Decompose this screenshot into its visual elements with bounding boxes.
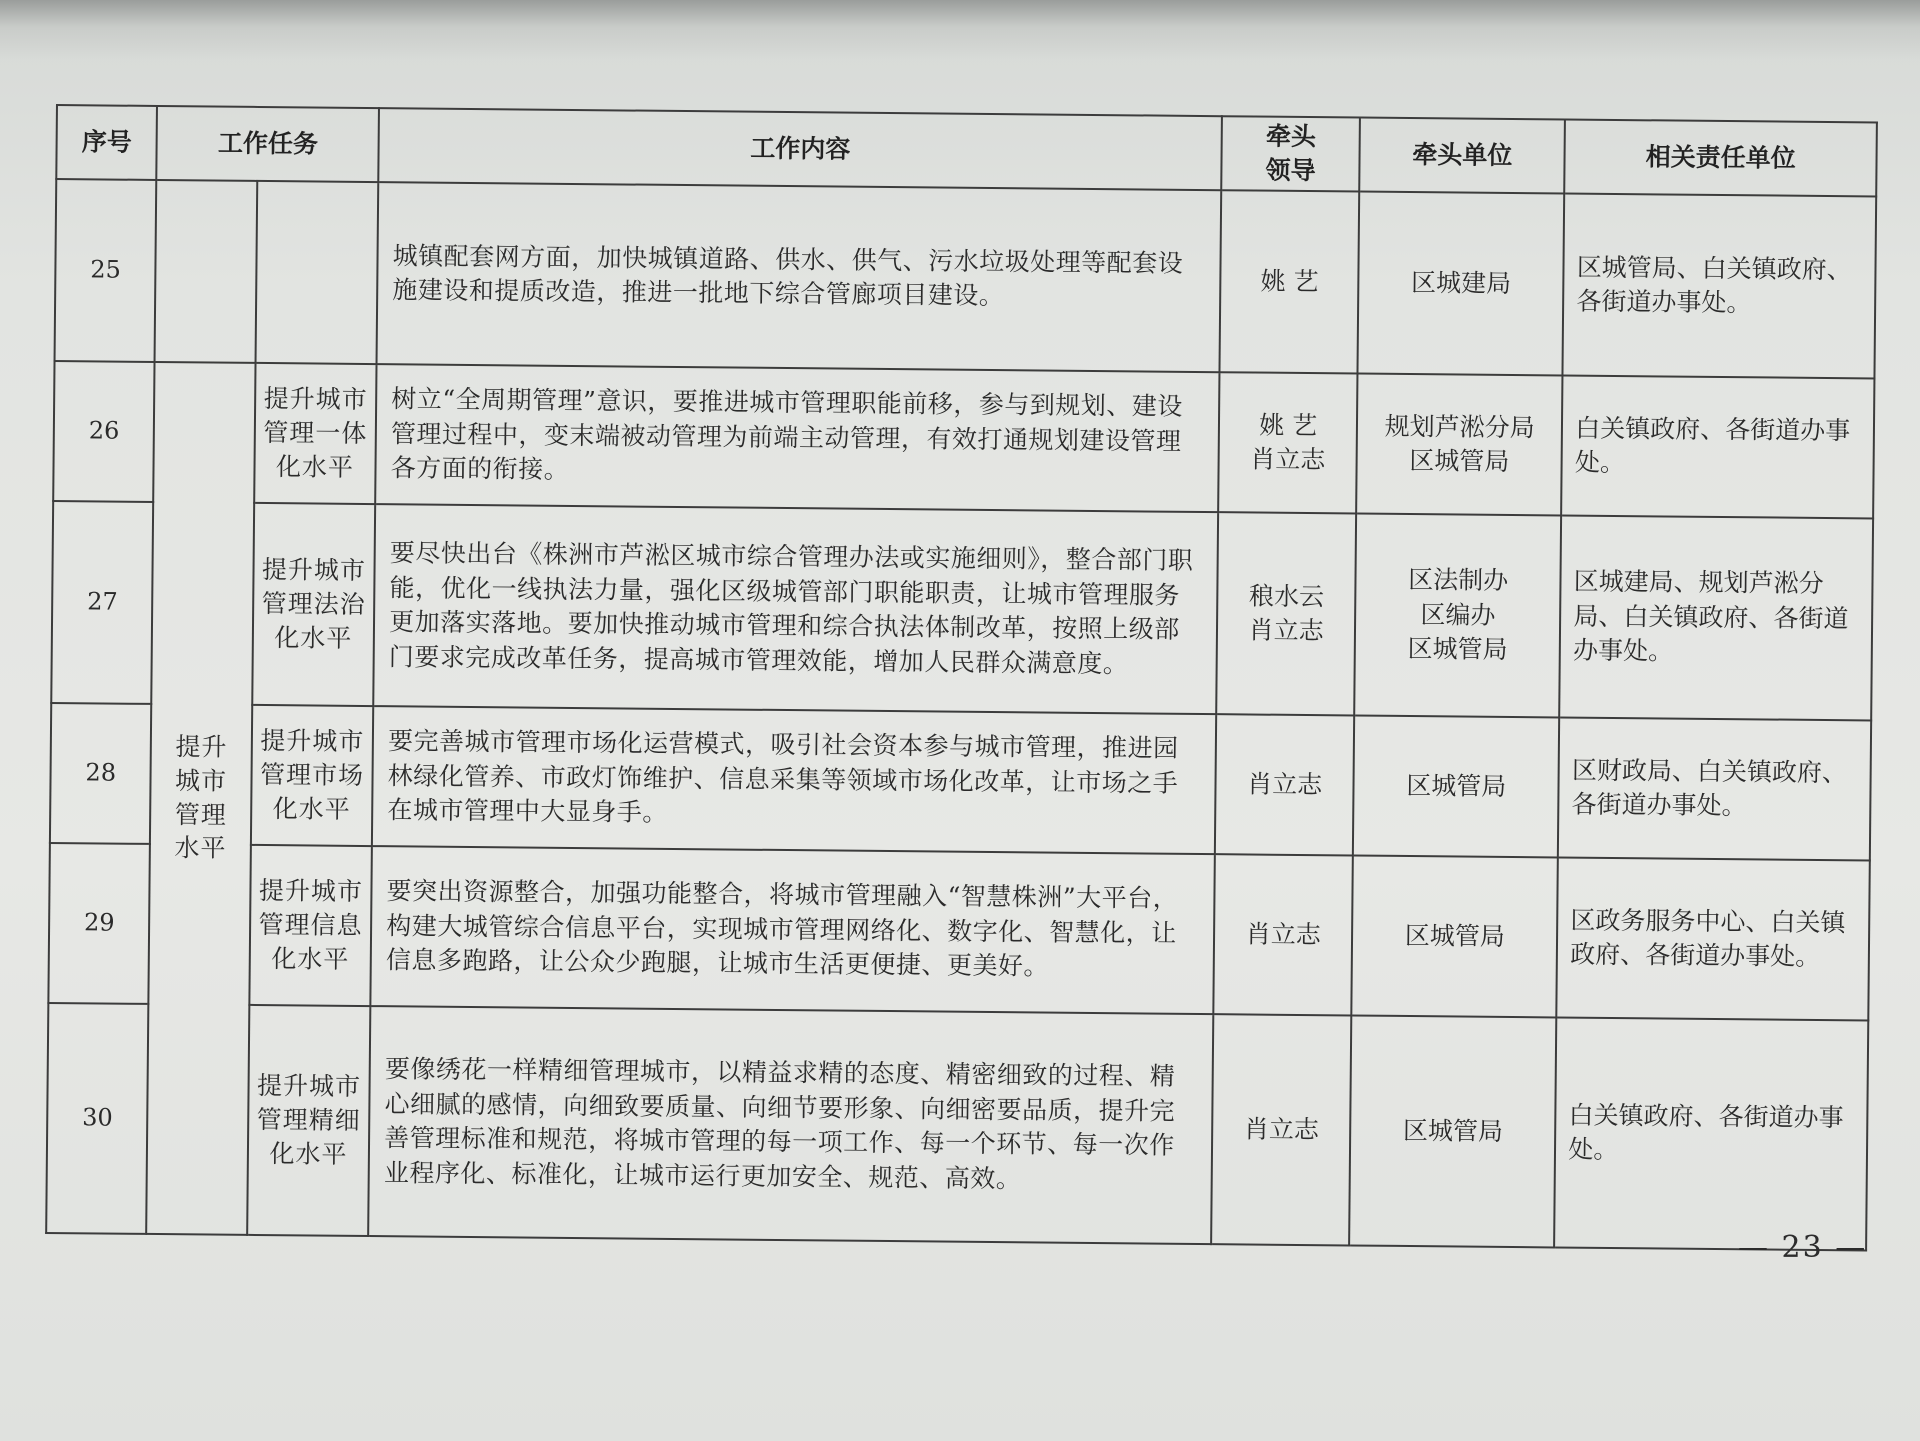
row-seq: 26 [53,361,155,502]
row-content: 要尽快出台《株洲市芦淞区城市综合管理办法或实施细则》，整合部门职能，优化一线执法力量，强化区级城管部门职能职责，让城市管理服务更加落实落地。要加快推动城市管理和综合执法体制改革，按照上级部门要求完成改革任务，提高城市管理效能，增加人民群众满意度。 [373,504,1218,714]
page-edge-shadow [0,0,1920,60]
row-leader: 稂水云 肖立志 [1216,512,1356,715]
group-task-label: 提升城市管理水平 [174,732,228,864]
row-task: 提升城市管理精细化水平 [247,1005,371,1236]
row-task: 提升城市管理信息化水平 [249,845,372,1006]
table-row [55,179,1877,378]
header-task: 工作任务 [157,106,379,182]
row-related-units: 白关镇政府、各街道办事处。 [1554,1017,1868,1250]
row-task: 提升城市管理一体化水平 [254,363,377,504]
row-content: 要突出资源整合，加强功能整合，将城市管理融入“智慧株洲”大平台，构建大城管综合信息平台，实现城市管理网络化、数字化、智慧化，让信息多跑路，让公众少跑腿，让城市生活更便捷、更美好。 [371,846,1216,1014]
row-task: 提升城市管理法治化水平 [252,503,375,706]
row-seq: 27 [51,501,153,704]
row-leader: 肖立志 [1215,714,1354,855]
row-lead-unit: 区城管局 [1352,855,1559,1017]
row-related-units: 区政务服务中心、白关镇政府、各街道办事处。 [1557,857,1870,1020]
page-number: — 23 — [1738,1230,1868,1265]
row-content: 城镇配套网方面，加快城镇道路、供水、供气、污水垃圾处理等配套设施建设和提质改造，推进一批地下综合管廊项目建设。 [377,182,1222,372]
row-related-units: 区城建局、规划芦淞分局、白关镇政府、各街道办事处。 [1559,515,1873,720]
row-related-units: 区财政局、白关镇政府、各街道办事处。 [1558,717,1871,860]
header-leader: 牵头 领导 [1221,116,1360,191]
row-content: 要像绣花一样精细管理城市，以精益求精的态度、精密细致的过程、精心细腻的感情，向细致要质量、向细节要形象、向细密要品质，提升完善管理标准和规范，将城市管理的每一项工作、每一个环节、每一次作业程序化、标准化，让城市运行更加安全、规范、高效。 [368,1006,1213,1244]
row-related-units: 区城管局、白关镇政府、各街道办事处。 [1563,193,1876,378]
task-table-wrapper [45,104,1878,1283]
row-seq: 28 [50,703,152,844]
row-leader: 肖立志 [1211,1014,1351,1245]
row-leader: 姚 艺 肖立志 [1218,372,1357,513]
table-row [51,501,1873,720]
row-leader: 姚 艺 [1220,190,1360,373]
table-row [46,1003,1868,1250]
row-lead-unit: 规划芦淞分局 区城管局 [1356,374,1562,516]
header-related-units: 相关责任单位 [1564,119,1876,196]
row-lead-unit: 区城管局 [1349,1015,1556,1247]
row-task: 提升城市管理市场化水平 [251,705,374,846]
row-seq: 30 [46,1003,149,1234]
row-lead-unit: 区城建局 [1358,192,1565,376]
table-row [48,843,1869,1020]
row-lead-unit: 区城管局 [1353,715,1559,857]
row-seq: 29 [48,843,150,1004]
table-row [53,361,1874,518]
task-table [45,104,1878,1251]
table-row [50,703,1871,860]
group-task-spacer [155,180,257,363]
header-content: 工作内容 [378,108,1222,190]
row-seq: 25 [55,179,157,362]
group-task-cell [147,362,256,1235]
row-content: 要完善城市管理市场化运营模式，吸引社会资本参与城市管理，推进园林绿化管养、市政灯饰维护、信息采集等领域市场化改革，让市场之手在城市管理中大显身手。 [372,706,1216,854]
row-task [255,181,378,364]
row-related-units: 白关镇政府、各街道办事处。 [1561,375,1874,518]
row-lead-unit: 区法制办 区编办 区城管局 [1354,514,1561,718]
row-content: 树立“全周期管理”意识，要推进城市管理职能前移，参与到规划、建设管理过程中，变末端被动管理为前端主动管理，有效打通规划建设管理各方面的衔接。 [375,364,1219,512]
header-seq: 序号 [56,105,157,180]
header-lead-unit: 牵头单位 [1359,118,1565,194]
row-leader: 肖立志 [1214,854,1354,1015]
